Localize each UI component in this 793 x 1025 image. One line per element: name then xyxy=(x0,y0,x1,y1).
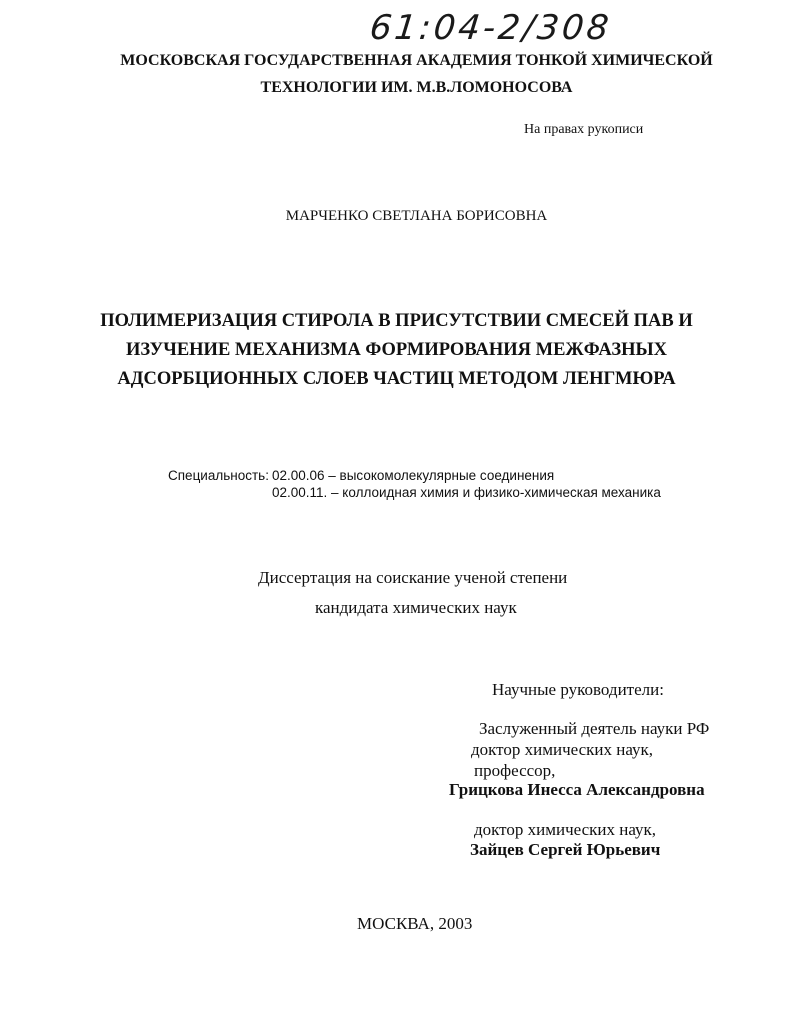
author-name: МАРЧЕНКО СВЕТЛАНА БОРИСОВНА xyxy=(285,208,548,224)
supervisor-2-title: доктор химических наук, xyxy=(474,820,657,839)
institution-line-2: ТЕХНОЛОГИИ ИМ. М.В.ЛОМОНОСОВА xyxy=(260,79,573,96)
dissertation-line-2: кандидата химических наук xyxy=(315,598,517,617)
city-year: МОСКВА, 2003 xyxy=(357,914,473,933)
supervisor-2-name: Зайцев Сергей Юрьевич xyxy=(470,840,661,859)
thesis-title-line-1: ПОЛИМЕРИЗАЦИЯ СТИРОЛА В ПРИСУТСТВИИ СМЕСЕЙ ПАВ И xyxy=(100,311,693,331)
supervisors-heading: Научные руководители: xyxy=(492,680,664,699)
thesis-title-line-3: АДСОРБЦИОННЫХ СЛОЕВ ЧАСТИЦ МЕТОДОМ ЛЕНГМЮРА xyxy=(117,369,676,389)
dissertation-line-1: Диссертация на соискание ученой степени xyxy=(258,568,568,587)
thesis-title-line-2: ИЗУЧЕНИЕ МЕХАНИЗМА ФОРМИРОВАНИЯ МЕЖФАЗНЫХ xyxy=(125,340,668,360)
rights-note: На правах рукописи xyxy=(524,122,644,137)
specialty-line-1: 02.00.06 – высокомолекулярные соединения xyxy=(272,468,555,483)
supervisor-1-title-1: Заслуженный деятель науки РФ xyxy=(479,719,710,738)
supervisor-1-title-3: профессор, xyxy=(474,761,556,780)
specialty-line-2: 02.00.11. – коллоидная химия и физико-химическая механика xyxy=(272,485,661,500)
specialty-label: Специальность: xyxy=(168,468,269,483)
archive-handwritten-mark: 61:04-2/308 xyxy=(367,8,614,48)
supervisor-1-title-2: доктор химических наук, xyxy=(471,740,654,759)
supervisor-1-name: Грицкова Инесса Александровна xyxy=(449,780,705,799)
institution-line-1: МОСКОВСКАЯ ГОСУДАРСТВЕННАЯ АКАДЕМИЯ ТОНКОЙ ХИМИЧЕСКОЙ xyxy=(120,52,713,69)
